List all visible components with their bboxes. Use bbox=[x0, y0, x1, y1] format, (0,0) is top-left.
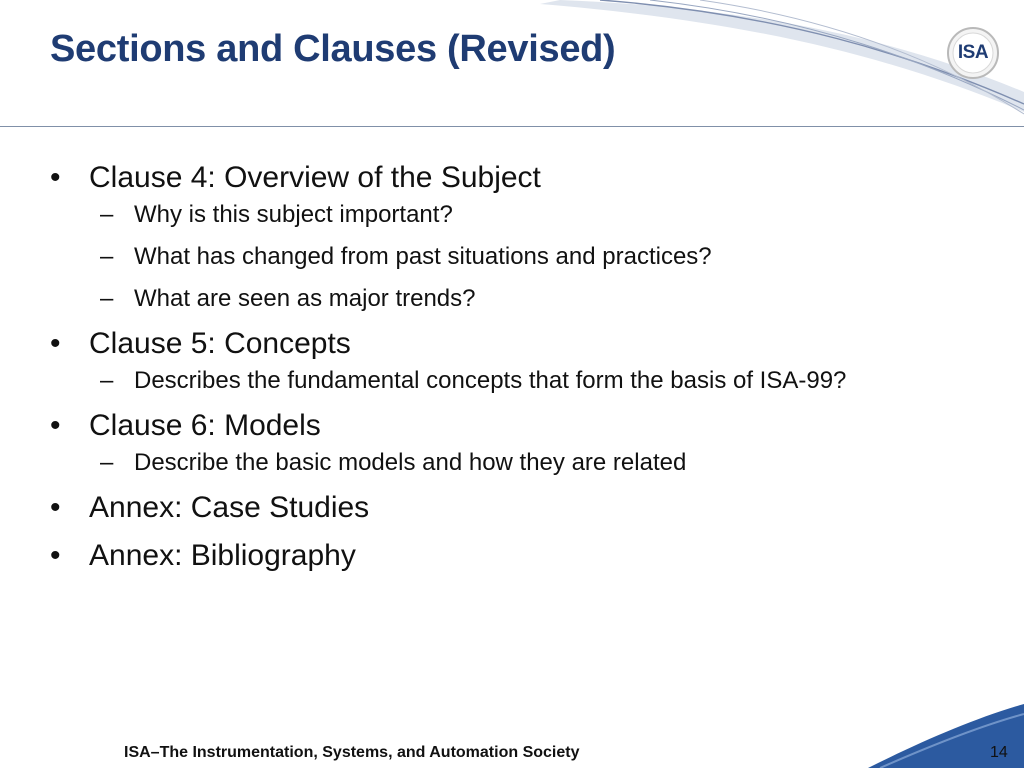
bullet-marker: • bbox=[50, 161, 61, 194]
bullet-marker: • bbox=[50, 539, 61, 572]
slide-title: Sections and Clauses (Revised) bbox=[50, 28, 616, 70]
isa-logo-text: ISA bbox=[957, 42, 989, 63]
bullet-text: Annex: Case Studies bbox=[89, 491, 370, 524]
bullet-marker: • bbox=[50, 491, 61, 524]
bullet-text: Annex: Bibliography bbox=[89, 539, 356, 572]
sub-bullet-marker: – bbox=[100, 243, 114, 270]
bullet-marker: • bbox=[50, 327, 61, 360]
sub-bullet-text: Describes the fundamental concepts that form the basis of ISA-99? bbox=[134, 367, 847, 394]
bullet-text: Clause 6: Models bbox=[89, 409, 321, 442]
sub-bullet-text: What are seen as major trends? bbox=[134, 285, 476, 312]
bullet-text: Clause 4: Overview of the Subject bbox=[89, 161, 541, 194]
sub-bullet-marker: – bbox=[100, 201, 114, 228]
sub-bullet-marker: – bbox=[100, 367, 114, 394]
bullet-text: Clause 5: Concepts bbox=[89, 327, 351, 360]
sub-bullet-text: Why is this subject important? bbox=[134, 201, 453, 228]
sub-bullet-text: What has changed from past situations and practices? bbox=[134, 243, 712, 270]
bullet-marker: • bbox=[50, 409, 61, 442]
page-number: 14 bbox=[990, 744, 1008, 761]
sub-bullet-marker: – bbox=[100, 285, 114, 312]
sub-bullet-marker: – bbox=[100, 449, 114, 476]
footer-organization: ISA–The Instrumentation, Systems, and Automation Society bbox=[124, 744, 580, 761]
sub-bullet-text: Describe the basic models and how they are related bbox=[134, 449, 687, 476]
